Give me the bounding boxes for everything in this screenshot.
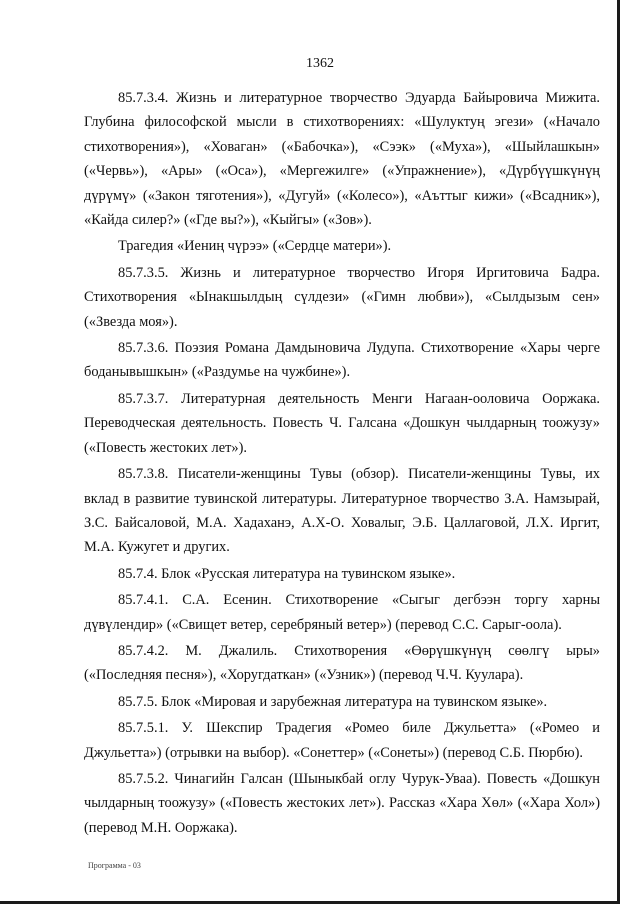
page-footer: Программа - 03 — [88, 861, 141, 870]
paragraph-85-7-4: 85.7.4. Блок «Русская литература на тувинском языке». — [118, 565, 456, 582]
paragraph-85-7-3-5: 85.7.3.5. Жизнь и литературное творчество Игоря Иргитовича Бадра. Стихотворения «Ынакшылдың сүлдези» («Гимн любви»), «Сылдызым сен» («Звезда моя»). — [84, 264, 600, 330]
page-number: 1362 — [306, 56, 334, 71]
paragraph-85-7-5-2: 85.7.5.2. Чинагийн Галсан (Шыныкбай оглу Чурук-Уваа). Повесть «Дошкун чылдарның тоожузу» («Повесть жестоких лет»). Рассказ «Хара Хөл» («Хара Хол») (перевод М.Н. Ооржака). — [84, 770, 600, 836]
paragraph-85-7-3-6: 85.7.3.6. Поэзия Романа Дамдыновича Лудупа. Стихотворение «Хары черге боданывышкын» («Раздумье на чужбине»). — [84, 340, 600, 381]
document-body — [84, 86, 600, 842]
paragraph-85-7-3-4: 85.7.3.4. Жизнь и литературное творчество Эдуарда Байыровича Мижита. Глубина философской мысли в стихотворениях: «Шулуктуң эгези» («Начало стихотворения»), «Ховаган» («Бабочка»), «Сээк» («Муха»), «Шыйлашкын» («Червь»), «Ары» («Оса»), «Мергежилге» («Упражнение»), «Дүрбүүшкүнүң дүрүмү» («Закон тяготения»), «Дугуй» («Колесо»), «Аъттыг кижи» («Всадник»), «Кайда силер?» («Где вы?»), «Кыйгы» («Зов»). — [84, 90, 600, 229]
paragraph-85-7-4-2: 85.7.4.2. М. Джалиль. Стихотворения «Өөрүшкүнүң сөөлгү ыры» («Последняя песня»), «Хоругдаткан» («Узник») (перевод Ч.Ч. Куулара). — [84, 642, 600, 684]
paragraph-85-7-3-7: 85.7.3.7. Литературная деятельность Менги Нагаан-ооловича Ооржака. Переводческая деятельность. Повесть Ч. Галсана «Дошкун чылдарның тоожузу» («Повесть жестоких лет»). — [84, 390, 600, 456]
paragraph-85-7-5: 85.7.5. Блок «Мировая и зарубежная литература на тувинском языке». — [118, 693, 548, 710]
paragraph-85-7-3-8: 85.7.3.8. Писатели-женщины Тувы (обзор). Писатели-женщины Тувы, их вклад в развитие тувинской литературы. Литературное творчество З.А. Намзырай, З.С. Байсаловой, М.А. Хадаханэ, А.Х-О. Ховалыг, Э.Б. Цаллаговой, Л.Х. Иргит, М.А. Кужугет и других. — [84, 466, 600, 556]
paragraph-tragedy: Трагедия «Иениң чүрээ» («Сердце матери»). — [118, 238, 392, 255]
paragraph-85-7-5-1: 85.7.5.1. У. Шекспир Традегия «Ромео биле Джульетта» («Ромео и Джульетта») (отрывки на выбор). «Сонеттер» («Сонеты») (перевод С.Б. Пюрбю). — [84, 720, 600, 761]
paragraph-85-7-4-1: 85.7.4.1. С.А. Есенин. Стихотворение «Сыгыг дегбээн торгу харны дүвүлендир» («Свищет ветер, серебряный ветер») (перевод С.С. Сарыг-оола). — [84, 592, 600, 633]
